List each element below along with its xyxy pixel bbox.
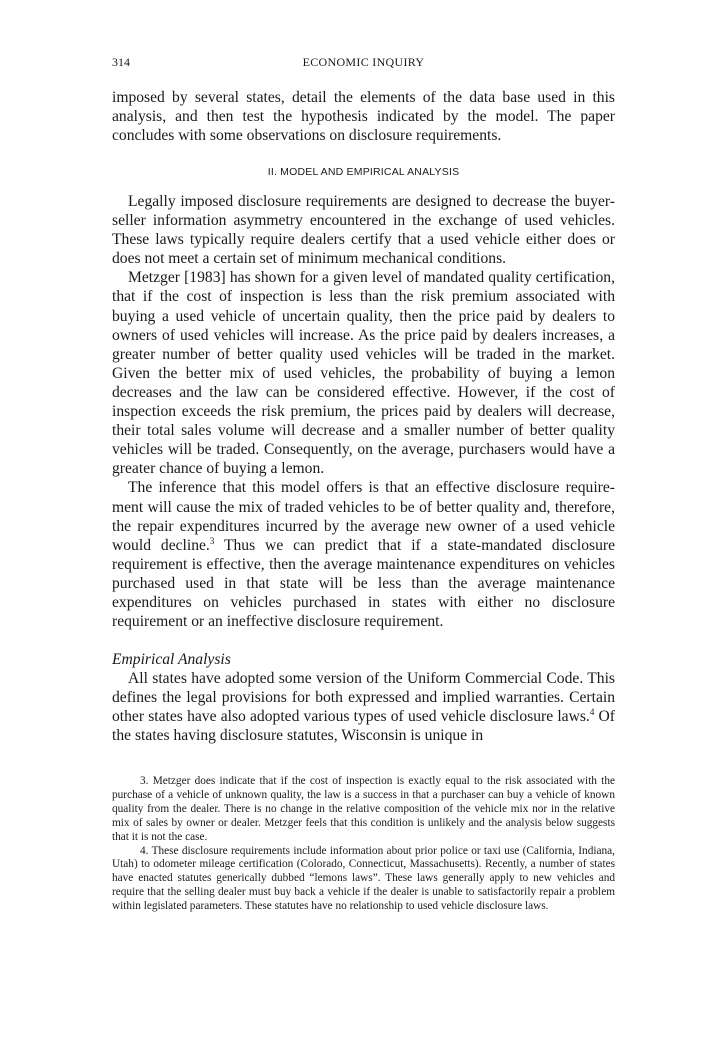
footnote-ref-3[interactable]: 3 xyxy=(209,535,215,546)
subsection-body xyxy=(112,650,615,745)
section-heading: II. MODEL AND EMPIRICAL ANALYSIS xyxy=(267,166,460,178)
footnote-4: 4. These disclosure requirements include information about prior police or taxi use (California, Indiana, Utah) to odometer mileage certification (Colorado, Connecticut, Massachusetts). Recently, a number of states have enacted statutes generically dubbed “lemons laws”. These laws generally apply to new vehicles and require that the selling dealer must buy back a vehicle if the dealer is unable to satisfactorily repair a problem within legislated parameters. These statutes have no relationship to used vehicle disclosure laws. xyxy=(112,844,615,913)
intro-continuation-paragraph: imposed by several states, detail the elements of the data base used in this analysis, and then test the hypothesis indicated by the model. The paper concludes with some observations on disclosure requirements. xyxy=(112,89,615,145)
paragraph-inference-text-b: Thus we can predict that if a state-mandated disclosure requirement is effective, then the average maintenance expenditures on vehicles purchased used in that state will be less than the average maintenance expenditures on vehicles purchased in states with either no disclosure requirement or an ineffective disclosure requirement. xyxy=(112,536,615,631)
running-header xyxy=(112,53,615,73)
footnote-ref-4[interactable]: 4 xyxy=(589,707,595,718)
paragraph-ucc-text-a: All states have adopted some version of the Uniform Commercial Code. This defines the legal provisions for both expressed and implied warranties. Certain other states have also adopted various types of used vehicle disclosure laws. xyxy=(112,670,615,726)
paragraph-inference-text-a: The inference that this model offers is that an effective disclosure requirement will cause the mix of traded vehicles to be of better quality and, therefore, the repair expenditures incurred by the average new owner of a used vehicle would decline. xyxy=(112,479,615,554)
paragraph-disclosure-requirements: Legally imposed disclosure requirements are designed to decrease the buyer-seller information asymmetry encountered in the exchange of used vehicles. These laws typically require dealers certify that a used vehicle either does or does not meet a certain set of minimum mechanical conditions. xyxy=(112,193,615,268)
page-number: 314 xyxy=(112,55,130,69)
section-body xyxy=(112,192,615,631)
paragraph-metzger-model: Metzger [1983] has shown for a given level of mandated quality certification, that if the cost of inspection is less than the risk premium associated with buying a used vehicle of uncertain quality, then the price paid by dealers to owners of used vehicles will increase. As the price paid by dealers increases, a greater number of better quality used vehicles will be traded in the market. Given the better mix of used vehicles, the probability of buying a lemon decreases and the law can be considered effective. However, if the cost of inspection exceeds the risk premium, the prices paid by dealers will decrease, their total sales volume will decrease and a smaller number of better quality vehicles will be traded. Consequently, on the average, purchasers would have a greater chance of buying a lemon. xyxy=(112,269,615,478)
footnote-3: 3. Metzger does indicate that if the cost of inspection is exactly equal to the risk associated with the purchase of a vehicle of unknown quality, the law is a success in that a purchaser can buy a vehicle of known quality from the dealer. There is no change in the relative composition of the vehicle mix nor in the relative mix of sales by owner or dealer. Metzger feels that this condition is unlikely and the analysis below suggests that it is not the case. xyxy=(112,775,615,843)
journal-title: ECONOMIC INQUIRY xyxy=(302,55,425,69)
footnotes xyxy=(112,775,615,914)
paragraph-inference xyxy=(112,478,615,631)
intro-continuation-block xyxy=(112,88,615,145)
paragraph-ucc-text-b: Of the states having disclosure statutes, Wisconsin is unique in xyxy=(112,708,615,745)
paragraph-ucc xyxy=(112,669,615,745)
subsection-heading: Empirical Analysis xyxy=(112,651,231,668)
